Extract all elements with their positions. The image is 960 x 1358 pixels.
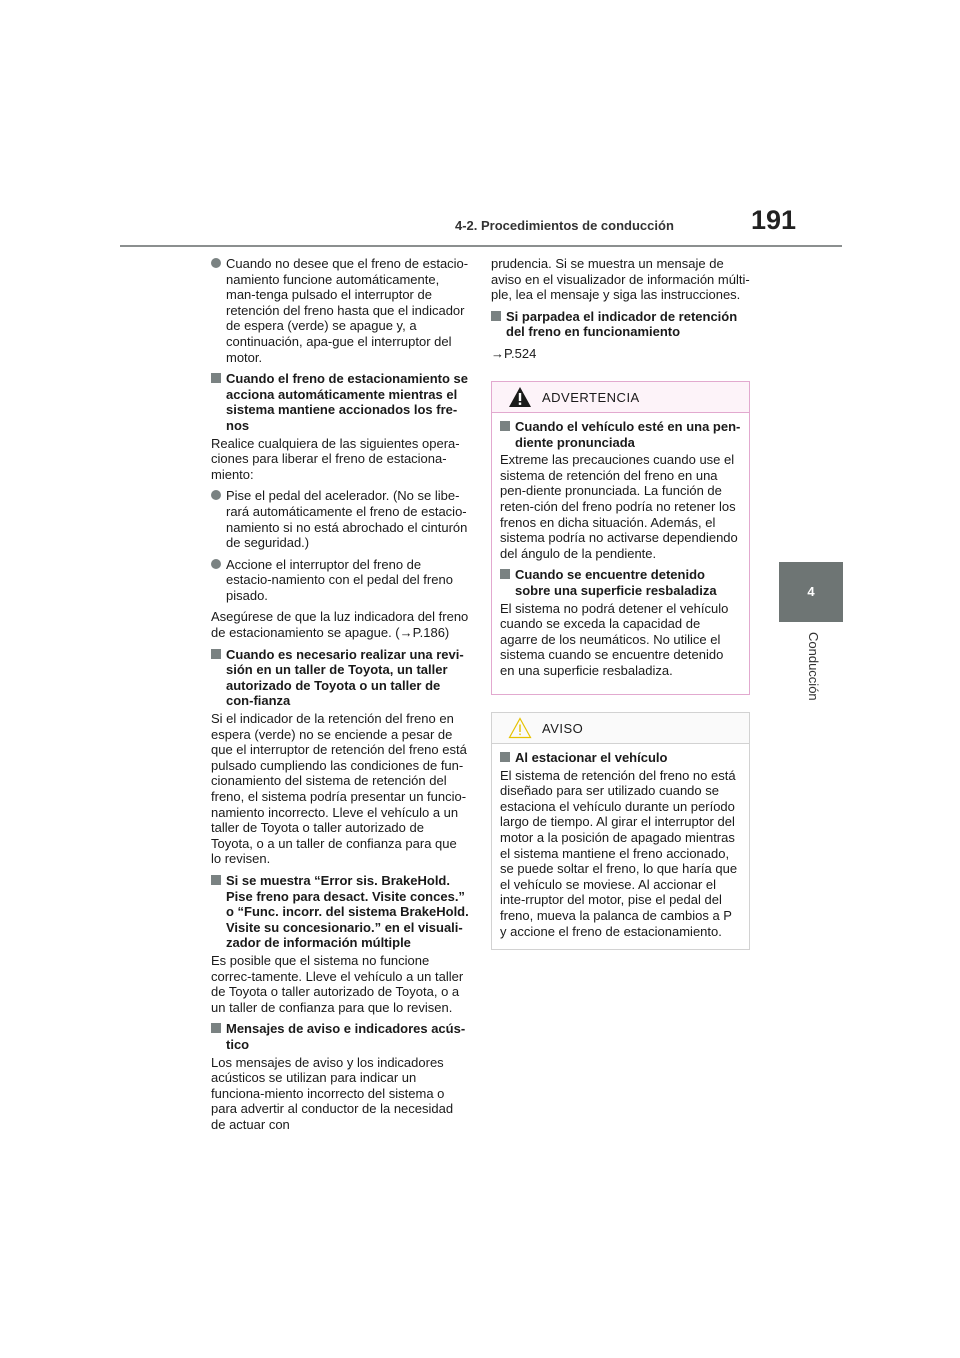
- chapter-label: Conducción: [806, 632, 821, 701]
- circle-bullet-icon: [211, 559, 221, 569]
- square-bullet-icon: [500, 569, 510, 579]
- notice-title: AVISO: [542, 721, 584, 736]
- subsection-heading: Al estacionar el vehículo: [500, 750, 741, 766]
- bullet-item: Cuando no desee que el freno de estacio-namiento funcione automáticamente, man-tenga pulsado el interruptor de retención del freno hasta que el indicador de espera (verde) se apague y, a continuación, apa-gue el interruptor del motor.: [211, 256, 469, 365]
- warning-box-header: [492, 382, 749, 413]
- paragraph: Asegúrese de que la luz indicadora del freno de estacionamiento se apague. (→P.186): [211, 609, 469, 641]
- circle-bullet-icon: [211, 258, 221, 268]
- notice-box-body: [492, 744, 749, 951]
- paragraph: Es posible que el sistema no funcione correc-tamente. Lleve el vehículo a un taller de Toyota o taller autorizado de Toyota, o a un taller de confianza para que lo revisen.: [211, 952, 464, 1015]
- subsection-heading: Cuando el freno de estacionamiento se acciona automáticamente mientras el sistema mantiene accionados los fre-nos: [211, 371, 469, 433]
- square-bullet-icon: [500, 421, 510, 431]
- warning-box: [491, 381, 750, 695]
- notice-box-header: [492, 713, 749, 744]
- paragraph: Los mensajes de aviso y los indicadores acústicos se utilizan para indicar un funciona-miento incorrecto del sistema o para advertir al conductor de la necesidad de actuar con: [211, 1054, 454, 1132]
- notice-box: [491, 712, 750, 950]
- square-bullet-icon: [500, 752, 510, 762]
- header-divider: [120, 245, 842, 247]
- square-bullet-icon: [211, 875, 221, 885]
- subsection-heading: Cuando es necesario realizar una revi-sión en un taller de Toyota, un taller autorizado de Toyota o un taller de con-fianza: [211, 647, 469, 709]
- square-bullet-icon: [211, 649, 221, 659]
- paragraph: El sistema de retención del freno no está diseñado para ser utilizado cuando se estaciona el vehículo durante un período largo de tiempo. Al girar el interruptor del motor a la posición de apagado mientras el sistema mantiene el freno accionado, se puede soltar el freno, lo que haría que el vehículo se moviese. Al accionar el inte-rruptor del motor, pise el pedal del freno, mueva la palanca de cambios a P y accione el freno de estacionamiento.: [500, 767, 738, 939]
- section-title: 4-2. Procedimientos de conducción: [455, 218, 674, 233]
- subsection-heading: Si se muestra “Error sis. BrakeHold. Pise freno para desact. Visite conces.” o “Func. incorr. del sistema BrakeHold. Visite su concesionario.” en el visuali-zador de información múltiple: [211, 873, 469, 951]
- right-column: [491, 256, 751, 368]
- paragraph: prudencia. Si se muestra un mensaje de aviso en el visualizador de información múlti-ple, lea el mensaje y siga las instrucciones.: [491, 256, 750, 303]
- bullet-item: Pise el pedal del acelerador. (No se libe-rará automáticamente el freno de estacio-namiento si no está abrochado el cinturón de seguridad.): [211, 488, 469, 550]
- paragraph: Realice cualquiera de las siguientes opera-ciones para liberar el freno de estaciona-miento:: [211, 435, 460, 482]
- subsection-heading: Cuando se encuentre detenido sobre una superficie resbaladiza: [500, 567, 741, 598]
- subsection-heading: Cuando el vehículo esté en una pen-diente pronunciada: [500, 419, 741, 450]
- subsection-heading: Mensajes de aviso e indicadores acús-tico: [211, 1021, 469, 1052]
- left-column: [211, 256, 469, 1138]
- page-number: 191: [751, 205, 797, 235]
- paragraph: Si el indicador de la retención del freno en espera (verde) no se enciende a pesar de que el interruptor de retención del freno está pulsado cumpliendo las condiciones de fun-cionamiento del sistema de retención del freno, el sistema podría presentar un funcio-namiento incorrecto. Lleve el vehículo a un taller de Toyota o taller autorizado de Toyota, o a un taller de confianza para que lo revisen.: [211, 711, 467, 867]
- square-bullet-icon: [211, 1023, 221, 1033]
- warning-box-body: [492, 413, 749, 691]
- page-reference[interactable]: →P.524: [491, 345, 537, 361]
- warning-title: ADVERTENCIA: [542, 390, 640, 405]
- chapter-tab: 4: [779, 562, 843, 622]
- warning-triangle-icon: [508, 386, 532, 413]
- caution-triangle-outline-icon: [508, 717, 532, 744]
- square-bullet-icon: [491, 311, 501, 321]
- square-bullet-icon: [211, 373, 221, 383]
- circle-bullet-icon: [211, 490, 221, 500]
- paragraph: El sistema no podrá detener el vehículo cuando se exceda la capacidad de agarre de los neumáticos. No utilice el sistema cuando se encuentre detenido en una superficie resbaladiza.: [500, 600, 729, 678]
- paragraph: Extreme las precauciones cuando use el sistema de retención del freno en una pen-diente pronunciada. La función de reten-ción del freno podría no retener los frenos en dicha situación. Además, el sistema podría no activarse dependiendo del ángulo de la pendiente.: [500, 452, 738, 561]
- subsection-heading: Si parpadea el indicador de retención del freno en funcionamiento: [491, 309, 751, 340]
- bullet-item: Accione el interruptor del freno de estacio-namiento con el pedal del freno pisado.: [211, 557, 469, 604]
